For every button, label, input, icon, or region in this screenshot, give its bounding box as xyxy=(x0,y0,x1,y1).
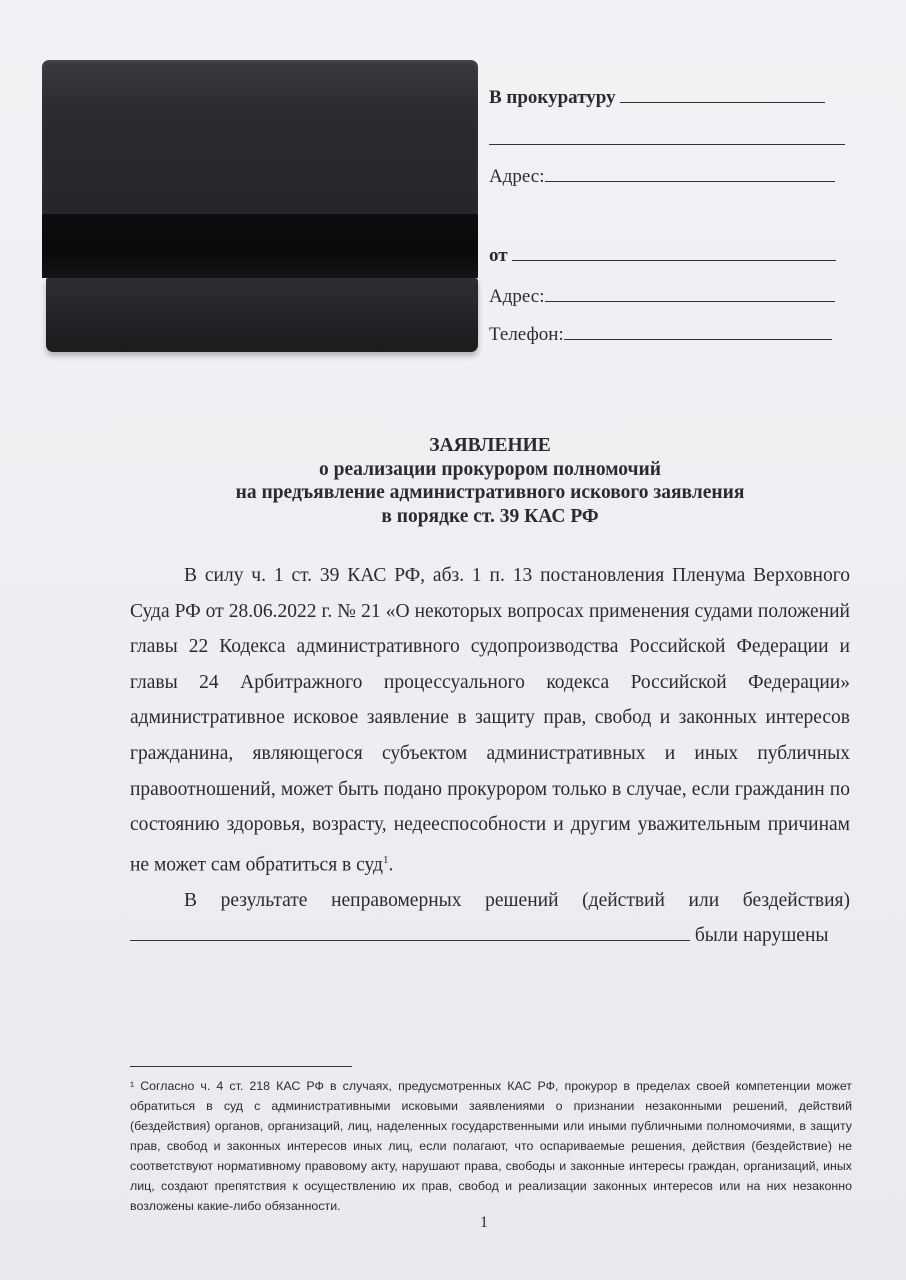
paragraph-2 xyxy=(130,883,850,954)
black-case-object xyxy=(42,60,478,352)
case-lid xyxy=(42,60,478,218)
from-label: от xyxy=(489,245,508,266)
title-line-3: на предъявление административного искового заявления xyxy=(235,482,745,503)
address-label-2: Адрес: xyxy=(489,286,545,307)
phone-line xyxy=(489,321,832,346)
address-label-1: Адрес: xyxy=(489,166,545,187)
prosecutor-line-2 xyxy=(489,126,845,151)
prosecutor-blank xyxy=(620,84,825,103)
case-band xyxy=(42,214,478,278)
prosecutor-blank-2 xyxy=(489,126,845,145)
document-title xyxy=(130,434,850,528)
from-blank xyxy=(512,242,836,261)
page-number: 1 xyxy=(480,1214,488,1231)
footnote-text: ¹ Согласно ч. 4 ст. 218 КАС РФ в случаях, предусмотренных КАС РФ, прокурор в пределах своей компетенции может обратиться в суд с административными исковыми заявлениями о признании незаконными решений, действий (бездействия) органов, организаций, лиц, наделенных государственными или иными публичными полномочиями, в защиту прав, свобод и законных интересов иных лиц, если полагают, что оспариваемые решения, действия (бездействие) не соответствуют нормативному правовому акту, нарушают права, свободы и законные интересы граждан, организаций, иных лиц, создают препятствия к осуществлению их прав, свобод и реализации законных интересов или на них незаконно возложены какие-либо обязанности. xyxy=(130,1079,852,1213)
phone-label: Телефон: xyxy=(489,324,564,345)
phone-blank xyxy=(564,321,832,340)
title-line-4: в порядке ст. 39 КАС РФ xyxy=(381,505,599,527)
paragraph-2-end: были нарушены xyxy=(694,925,829,947)
footnote-separator xyxy=(130,1066,352,1067)
document-body xyxy=(130,558,850,954)
address-blank-2 xyxy=(545,283,835,302)
paragraph-2-start: В результате неправомерных решений (действий или бездействия) xyxy=(184,889,850,911)
from-line xyxy=(489,242,836,267)
title-line-2: о реализации прокурором полномочий xyxy=(319,458,661,480)
prosecutor-label: В прокуратуру xyxy=(489,87,616,108)
address-line-1 xyxy=(489,163,835,188)
violation-blank xyxy=(130,920,690,941)
case-base xyxy=(46,278,478,352)
footnote-ref: 1 xyxy=(382,853,389,866)
address-line-2 xyxy=(489,283,835,308)
address-blank-1 xyxy=(545,163,835,182)
paragraph-1: В силу ч. 1 ст. 39 КАС РФ, абз. 1 п. 13 постановления Пленума Верховного Суда РФ от 28.06.2022 г. № 21 «О некоторых вопросах применения судами положений главы 22 Кодекса административного судопроизводства Российской Федерации и главы 24 Арбитражного процессуального кодекса Российской Федерации» административное исковое заявление в защиту прав, свобод и законных интересов гражданина, являющегося субъектом административных и иных публичных правоотношений, может быть подано прокурором только в случае, если гражданин по состоянию здоровья, возрасту, недееспособности и другим уважительным причинам не может сам обратиться в суд$^1$. xyxy=(130,565,850,876)
paragraph-1-text: В силу ч. 1 ст. 39 КАС РФ, абз. 1 п. 13 постановления Пленума Верховного Суда РФ от 28.06.2022 г. № 21 «О некоторых вопросах применения судами положений главы 22 Кодекса административного судопроизводства Российской Федерации и главы 24 Арбитражного процессуального кодекса Российской Федерации» административное исковое заявление в защиту прав, свобод и законных интересов гражданина, являющегося субъектом административных и иных публичных правоотношений, может быть подано прокурором только в случае, если гражданин по состоянию здоровья, возрасту, недееспособности и другим уважительным причинам не может сам обратиться в суд xyxy=(130,565,850,876)
prosecutor-line xyxy=(489,84,825,109)
title-line-1: ЗАЯВЛЕНИЕ xyxy=(429,435,551,456)
